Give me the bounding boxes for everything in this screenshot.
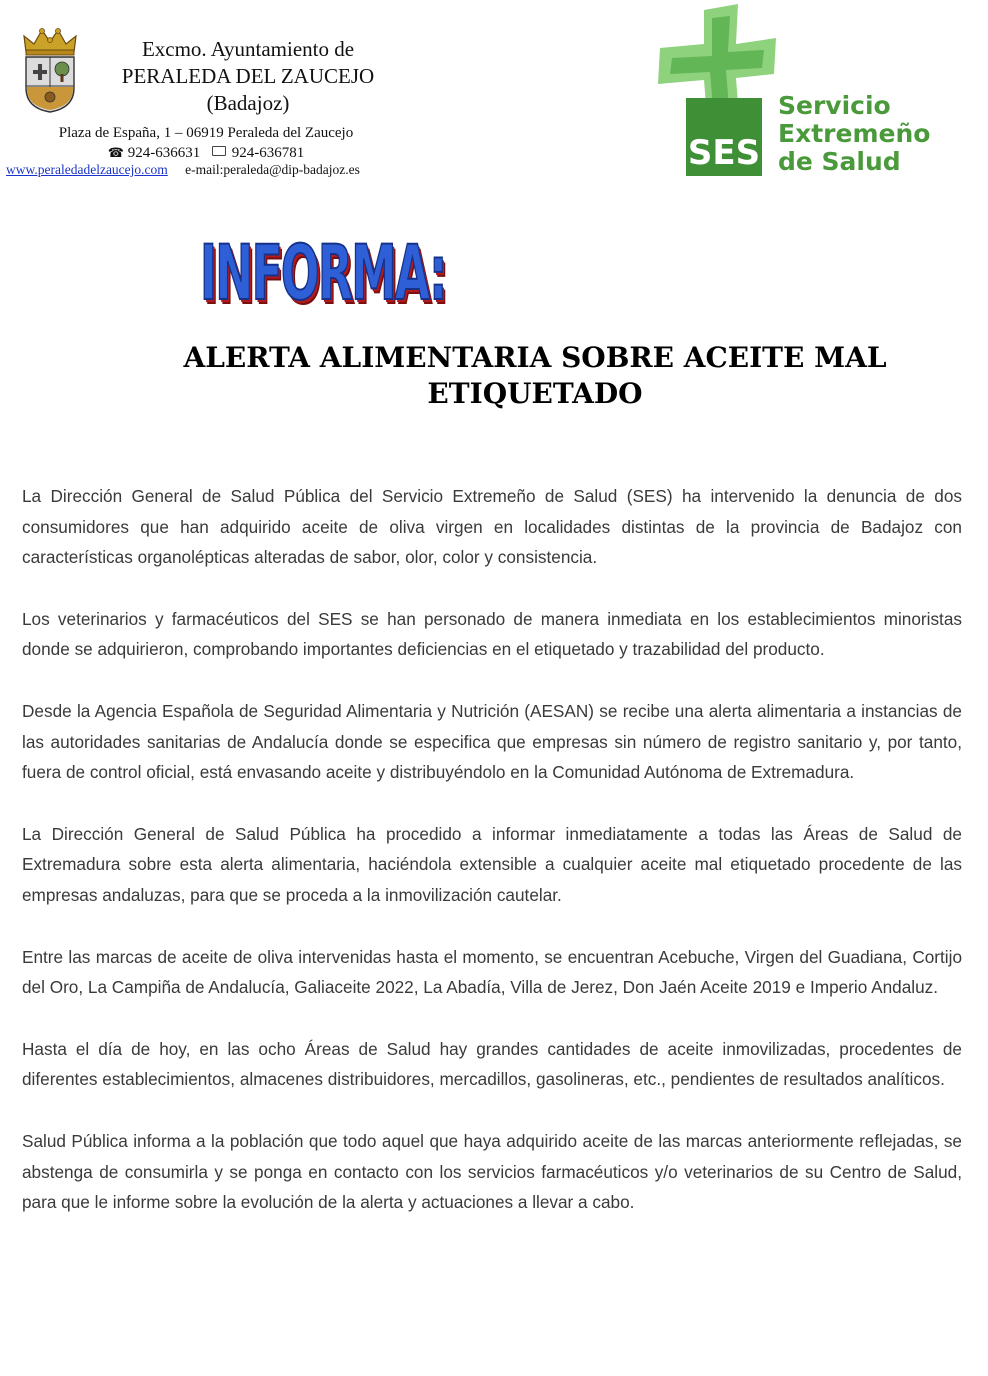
website-link[interactable]: www.peraledadelzaucejo.com — [6, 162, 168, 177]
alert-title-line2: ETIQUETADO — [427, 377, 643, 410]
ses-line3: de Salud — [778, 147, 901, 176]
body-text — [22, 481, 962, 1218]
alert-title — [130, 340, 940, 412]
phone-icon: ☎ — [107, 145, 124, 160]
paragraph: Entre las marcas de aceite de oliva intervenidas hasta el momento, se encuentran Acebuche, Virgen del Guadiana, Cortijo del Oro, La Campiña de Andalucía, Galiaceite 2022, La Abadía, Villa de Jerez, Don Jaén Aceite 2019 e Imperio Andaluz. — [22, 946, 962, 998]
alert-title-line1: ALERTA ALIMENTARIA SOBRE ACEITE MAL — [183, 341, 887, 374]
web-email-row — [6, 162, 406, 178]
ses-line2: Extremeño — [778, 119, 931, 148]
email-address: e-mail:peraleda@dip-badajoz.es — [185, 162, 360, 177]
fax-icon — [212, 146, 226, 156]
fax-number: 924-636781 — [231, 145, 305, 161]
ses-line1: Servicio — [778, 91, 891, 120]
paragraph: Desde la Agencia Española de Seguridad Alimentaria y Nutrición (AESAN) se recibe una alerta alimentaria a instancias de las autoridades sanitarias de Andalucía donde se especifica que empresas sin número de registro sanitario y, por tanto, fuera de control oficial, está envasando aceite y distribuyéndolo en la Comunidad Autónoma de Extremadura. — [22, 700, 962, 783]
municipality-line1: Excmo. Ayuntamiento de — [141, 37, 355, 61]
ses-acronym: SES — [687, 133, 761, 173]
coat-of-arms-icon — [20, 26, 80, 114]
address: Plaza de España, 1 – 06919 Peraleda del Zaucejo — [58, 125, 354, 141]
phone-fax-row — [10, 143, 402, 163]
municipality-name — [90, 36, 406, 117]
paragraph: La Dirección General de Salud Pública ha procedido a informar inmediatamente a todas las Áreas de Salud de Extremadura sobre esta alerta alimentaria, haciéndola extensible a cualquier aceite mal etiquetado procedente de las empresas andaluzas, para que se proceda a la inmovilización cautelar. — [22, 823, 962, 905]
paragraph: Salud Pública informa a la población que todo aquel que haya adquirido aceite de las marcas anteriormente reflejadas, se abstenga de consumirla y se ponga en contacto con los servicios farmacéuticos y/o veterinarios de su Centro de Salud, para que le informe sobre la evolución de la alerta y actuaciones a llevar a cabo. — [22, 1130, 962, 1213]
paragraph: La Dirección General de Salud Pública del Servicio Extremeño de Salud (SES) ha intervenido la denuncia de dos consumidores que han adquirido aceite de oliva virgen en localidades distintas de la provincia de Badajoz con características organolépticas alteradas de sabor, olor, color y consistencia. — [22, 486, 962, 568]
paragraph: Los veterinarios y farmacéuticos del SES se han personado de manera inmediata en los establecimientos minoristas donde se adquirieron, comprobando importantes deficiencias en el etiquetado y trazabilidad del producto. — [22, 608, 962, 660]
phone-number: 924-636631 — [127, 145, 201, 161]
paragraph: Hasta el día de hoy, en las ocho Áreas de Salud hay grandes cantidades de aceite inmovilizadas, procedentes de diferentes establecimientos, almacenes distribuidores, mercadillos, gasolineras, etc., pendientes de resultados analíticos. — [22, 1038, 962, 1090]
municipality-line2: PERALEDA DEL ZAUCEJO — [121, 64, 375, 88]
municipality-contact — [10, 124, 402, 163]
municipality-line3: (Badajoz) — [206, 91, 290, 115]
ses-name — [778, 92, 958, 176]
informa-heading: INFORMA: — [200, 228, 446, 317]
